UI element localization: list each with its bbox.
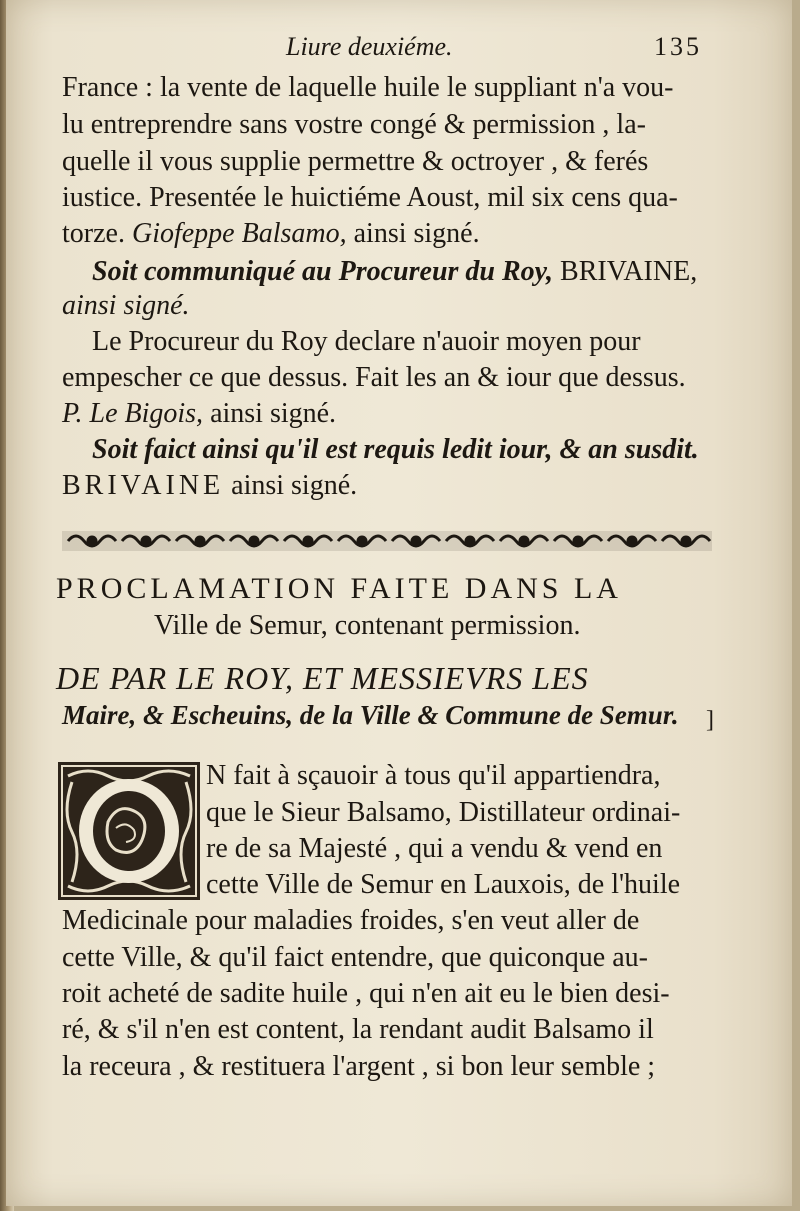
proclamation-line: ré, & s'il n'en est content, la rendant audit Balsamo il	[62, 1014, 654, 1045]
order-2-italic: Soit faict ainsi qu'il est requis ledit iour, & an susdit.	[92, 434, 699, 465]
ornament-dot	[520, 537, 528, 545]
ornament-dot	[628, 537, 636, 545]
proclamation-line: que le Sieur Balsamo, Distillateur ordinai-	[206, 797, 681, 828]
ornament-dot	[304, 537, 312, 545]
petition-line-end: torze.	[62, 218, 125, 249]
ornamental-band	[62, 528, 712, 554]
book-page	[6, 0, 792, 1206]
proclamation-line: la receura , & restituera l'argent , si bon leur semble ;	[62, 1051, 656, 1082]
decree-subheading: Maire, & Escheuins, de la Ville & Commune de Semur.	[62, 700, 679, 730]
petition-signature-suffix: ainsi signé.	[353, 218, 480, 249]
petition-signature-name: Giofeppe Balsamo,	[131, 218, 347, 249]
order-2-signature-line	[62, 470, 357, 502]
petition-line: quelle il vous supplie permettre & octroyer , & ferés	[62, 146, 649, 177]
proclamation-title: PROCLAMATION FAITE DANS LA	[56, 572, 622, 605]
running-head: Liure deuxiéme.	[286, 32, 453, 61]
order-2-suffix: ainsi signé.	[231, 470, 358, 501]
decree-heading: DE PAR LE ROY, ET MESSIEVRS LES	[56, 660, 589, 696]
petition-signature-line	[62, 218, 480, 250]
procureur-line: empescher ce que dessus. Fait les an & iour que dessus.	[62, 362, 686, 393]
ornament-dot	[142, 537, 150, 545]
proclamation-line: N fait à sçauoir à tous qu'il appartiendra,	[206, 760, 661, 791]
ornament-dot	[196, 537, 204, 545]
ornament-dot	[574, 537, 582, 545]
order-1-signature: ainsi signé.	[62, 290, 190, 321]
proclamation-line: cette Ville, & qu'il faict entendre, que quiconque au-	[62, 942, 648, 973]
ornament-dot	[358, 537, 366, 545]
petition-line: lu entreprendre sans vostre congé & permission , la-	[62, 109, 646, 140]
ornament-dot	[88, 537, 96, 545]
order-1-italic: Soit communiqué au Procureur du Roy,	[92, 256, 554, 287]
proclamation-line: roit acheté de sadite huile , qui n'en ait eu le bien desi-	[62, 978, 670, 1009]
order-1-name: BRIVAINE,	[560, 256, 698, 287]
decorated-drop-cap	[58, 762, 200, 900]
ornament-dot	[682, 537, 690, 545]
ornament-dot	[250, 537, 258, 545]
order-1-line	[92, 256, 697, 288]
bracket-mark: ]	[706, 707, 714, 733]
ornament-dot	[466, 537, 474, 545]
procureur-signature-line	[62, 398, 336, 430]
proclamation-line: Medicinale pour maladies froides, s'en veut aller de	[62, 905, 640, 936]
order-2-name: BRIVAINE	[62, 470, 225, 501]
procureur-signature-suffix: ainsi signé.	[210, 398, 337, 429]
procureur-line: Le Procureur du Roy declare n'auoir moyen pour	[92, 326, 641, 357]
page-number: 135	[654, 32, 702, 61]
proclamation-subtitle: Ville de Semur, contenant permission.	[154, 610, 581, 641]
petition-line: France : la vente de laquelle huile le suppliant n'a vou-	[62, 72, 674, 103]
procureur-signature-name: P. Le Bigois,	[62, 398, 204, 429]
proclamation-line: cette Ville de Semur en Lauxois, de l'huile	[206, 869, 681, 900]
ornament-dot	[412, 537, 420, 545]
proclamation-line: re de sa Majesté , qui a vendu & vend en	[206, 833, 663, 864]
petition-line: iustice. Presentée le huictiéme Aoust, mil six cens qua-	[62, 182, 678, 213]
